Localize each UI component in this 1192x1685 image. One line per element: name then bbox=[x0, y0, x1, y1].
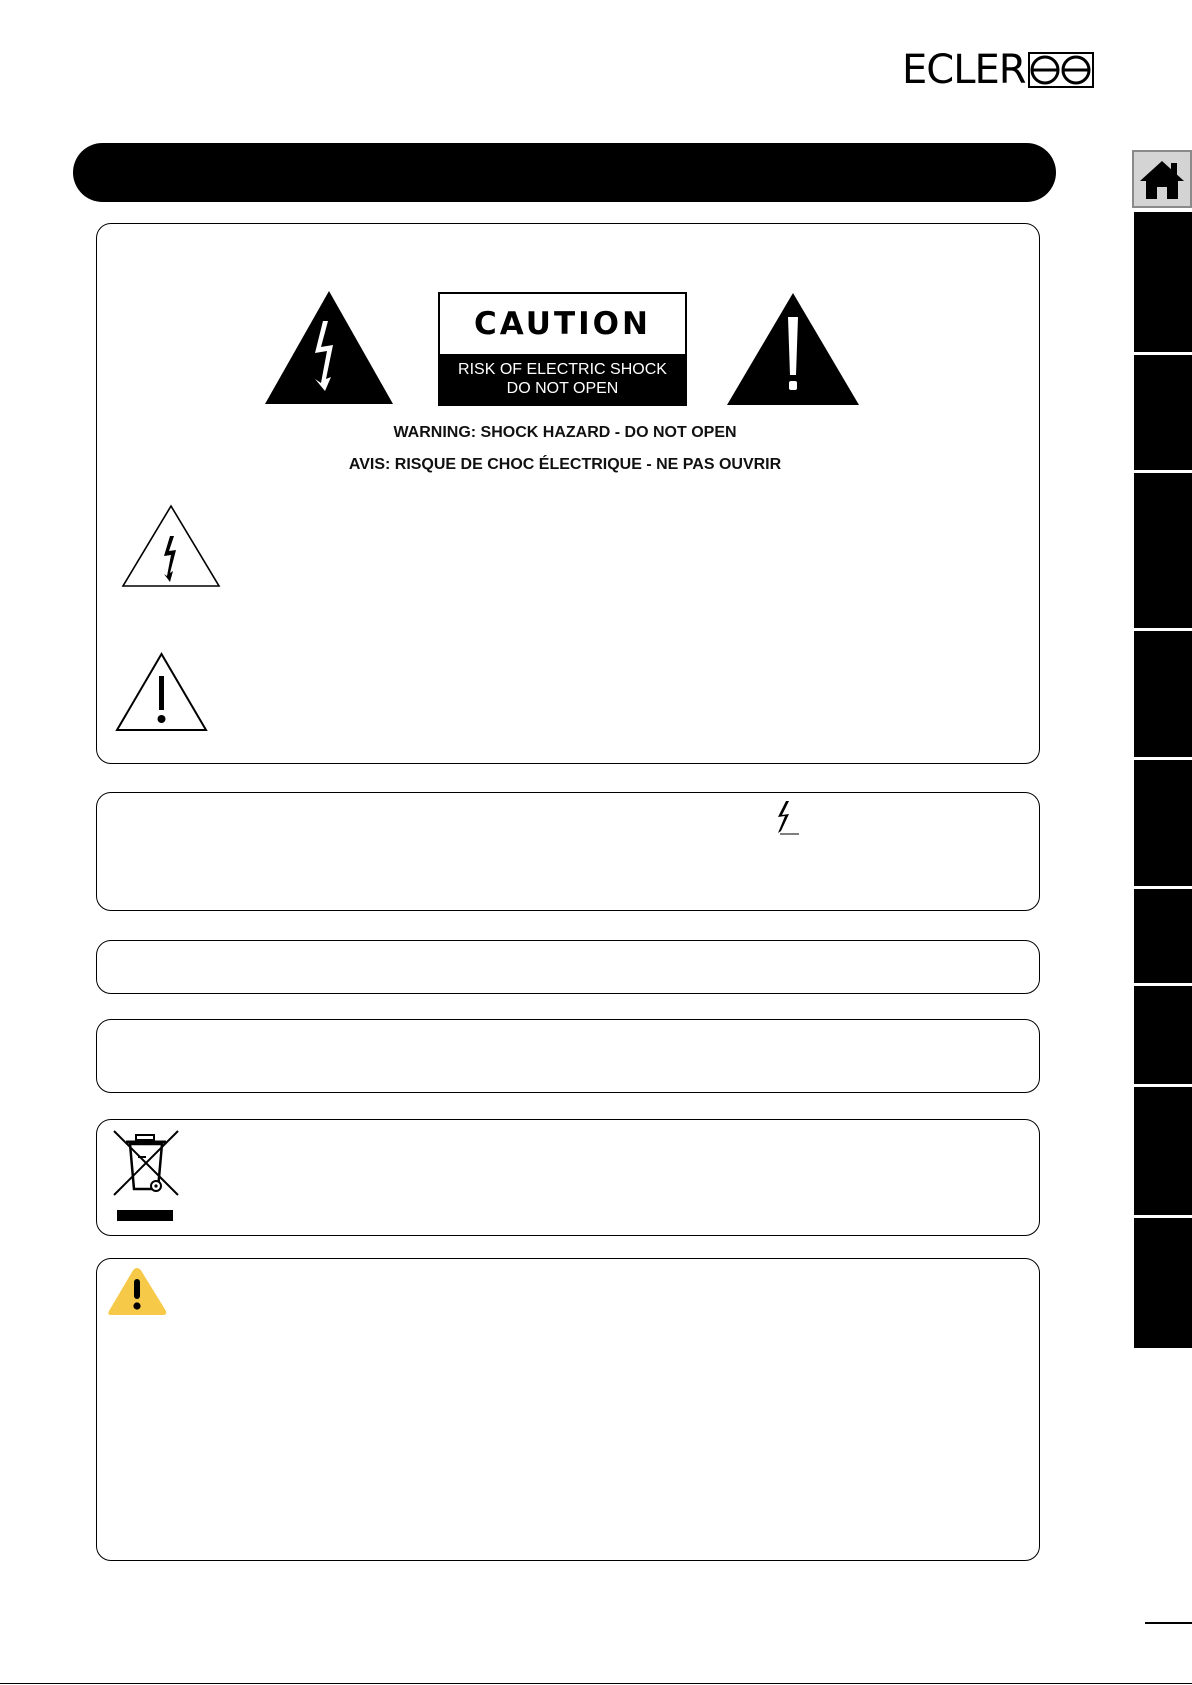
side-tab-9[interactable] bbox=[1134, 1218, 1192, 1348]
section-title-bar bbox=[73, 143, 1056, 202]
home-icon bbox=[1138, 157, 1186, 201]
side-tab-8[interactable] bbox=[1134, 1087, 1192, 1215]
disposal-panel bbox=[96, 1119, 1040, 1236]
exclamation-triangle-icon bbox=[115, 652, 208, 732]
warning-icon bbox=[106, 1265, 168, 1317]
safety-warning-panel bbox=[96, 1258, 1040, 1561]
logo-text: ECLER bbox=[902, 47, 1026, 93]
side-tab-7[interactable] bbox=[1134, 986, 1192, 1084]
caution-line-1: RISK OF ELECTRIC SHOCK bbox=[458, 361, 667, 378]
notice-panel-1 bbox=[96, 940, 1040, 994]
warning-french: AVIS: RISQUE DE CHOC ÉLECTRIQUE - NE PAS OUVRIR bbox=[348, 456, 782, 473]
page-number-rule bbox=[1145, 1622, 1192, 1624]
shock-hazard-icon bbox=[265, 291, 393, 404]
ecler-logo bbox=[902, 47, 1120, 93]
caution-sign bbox=[438, 292, 687, 406]
crossed-out-bin-icon bbox=[110, 1127, 182, 1223]
caution-risk-text bbox=[440, 354, 685, 404]
warning-english: WARNING: SHOCK HAZARD - DO NOT OPEN bbox=[393, 424, 737, 441]
lightning-triangle-icon bbox=[121, 504, 221, 588]
attention-icon bbox=[727, 293, 859, 405]
logo-mark-icon bbox=[1028, 52, 1094, 88]
caution-line-2: DO NOT OPEN bbox=[506, 380, 619, 397]
notice-panel-2 bbox=[96, 1019, 1040, 1093]
side-tab-5[interactable] bbox=[1134, 760, 1192, 886]
side-tab-2[interactable] bbox=[1134, 355, 1192, 470]
bottom-rule bbox=[0, 1683, 1192, 1684]
side-tab-6[interactable] bbox=[1134, 889, 1192, 983]
caution-word: CAUTION bbox=[474, 306, 651, 342]
side-tab-1[interactable] bbox=[1134, 212, 1192, 352]
side-tab-4[interactable] bbox=[1134, 631, 1192, 757]
lightning-bolt-icon bbox=[770, 800, 800, 836]
terminal-warning-panel bbox=[96, 792, 1040, 911]
home-button[interactable] bbox=[1132, 150, 1192, 208]
side-tab-3[interactable] bbox=[1134, 473, 1192, 628]
